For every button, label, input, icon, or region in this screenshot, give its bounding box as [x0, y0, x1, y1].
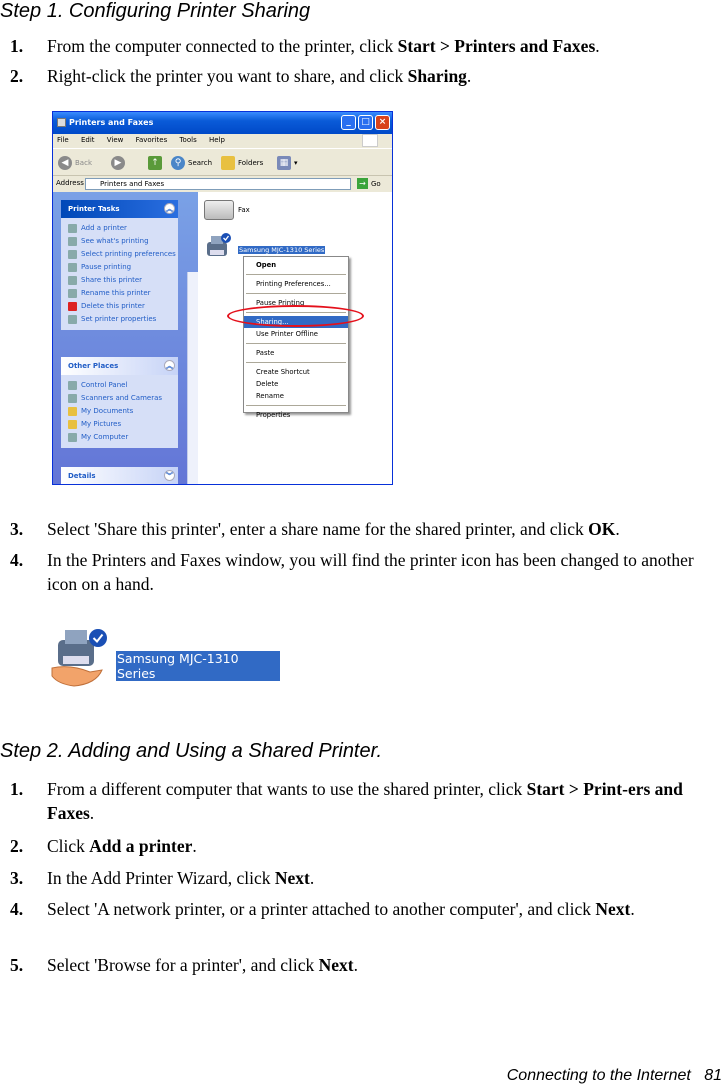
- menu-paste[interactable]: Paste: [256, 349, 275, 357]
- windows-logo-icon: [362, 134, 378, 147]
- step-bold: Printers and Faxes: [454, 36, 596, 56]
- task-pane-scrollbar[interactable]: [187, 272, 198, 485]
- section1-heading: Step 1. Configuring Printer Sharing: [0, 0, 311, 22]
- printer-tasks-title: Printer Tasks: [68, 205, 120, 213]
- pause-icon: [68, 263, 77, 272]
- printer-label[interactable]: Samsung MJC-1310 Series: [239, 246, 325, 254]
- step-number: 2.: [10, 836, 24, 856]
- back-arrow-icon: ◀: [58, 156, 72, 170]
- printer-tasks-panel: [61, 200, 178, 330]
- scanner-icon: [68, 394, 77, 403]
- step-text-end: .: [466, 66, 472, 86]
- minimize-icon[interactable]: _: [341, 115, 356, 130]
- step-text: Select 'Browse for a printer', and click: [47, 955, 319, 975]
- go-arrow-icon: →: [357, 178, 368, 189]
- properties-icon: [68, 315, 77, 324]
- step-number: 2.: [10, 66, 24, 86]
- menu-create-shortcut[interactable]: Create Shortcut: [256, 368, 310, 376]
- delete-icon: [68, 302, 77, 311]
- task-pane: [53, 192, 198, 485]
- task-printer-properties[interactable]: Set printer properties: [61, 313, 178, 326]
- other-places-panel: [61, 357, 178, 448]
- details-title: Details: [68, 472, 96, 480]
- go-button[interactable]: [357, 178, 381, 189]
- menu-favorites[interactable]: Favorites: [135, 136, 168, 144]
- step-bold: OK: [588, 519, 616, 539]
- shared-printer-icon: [50, 624, 112, 690]
- share-icon: [68, 276, 77, 285]
- computer-icon: [68, 433, 77, 442]
- step-bold: Start: [397, 36, 436, 56]
- step-bold: Print-ers and Faxes: [47, 779, 683, 823]
- address-value: Printers and Faxes: [100, 180, 165, 188]
- shared-printer-illustration: [50, 624, 280, 690]
- documents-folder-icon: [68, 407, 77, 416]
- task-pause-printing[interactable]: Pause printing: [61, 261, 178, 274]
- printer-folder-icon: [57, 118, 66, 127]
- step2-4: [10, 897, 724, 921]
- task-rename-printer[interactable]: Rename this printer: [61, 287, 178, 300]
- step-number: 4.: [10, 899, 24, 919]
- step-text-end: .: [89, 803, 95, 823]
- menu-properties[interactable]: Properties: [256, 411, 291, 419]
- section2-heading: Step 2. Adding and Using a Shared Printer.: [0, 740, 383, 762]
- step2-3: [10, 866, 724, 890]
- step1-2: [10, 64, 724, 88]
- views-button[interactable]: ▦ ▾: [277, 156, 298, 170]
- window-titlebar: [53, 112, 392, 134]
- task-delete-printer[interactable]: Delete this printer: [61, 300, 178, 313]
- fax-icon: [204, 200, 234, 220]
- menu-rename[interactable]: Rename: [256, 392, 284, 400]
- forward-button[interactable]: [111, 156, 128, 170]
- back-label: Back: [75, 159, 92, 167]
- fax-label: Fax: [238, 206, 250, 214]
- step-bold: Add a printer: [89, 836, 193, 856]
- control-panel-icon: [68, 381, 77, 390]
- add-printer-icon: [68, 224, 77, 233]
- other-places-title: Other Places: [68, 362, 119, 370]
- step-bold: Next: [318, 955, 354, 975]
- pictures-folder-icon: [68, 420, 77, 429]
- menu-pause-printing[interactable]: Pause Printing: [256, 299, 305, 307]
- step-text-end: .: [192, 836, 197, 856]
- search-label: Search: [188, 159, 213, 167]
- step-text: From a different computer that wants to use the shared printer, click: [47, 779, 527, 799]
- menu-separator: [246, 405, 346, 406]
- step-text: From the computer connected to the printer, click: [47, 36, 398, 56]
- address-bar: [53, 175, 392, 192]
- printers-content-area: [198, 192, 393, 485]
- close-icon[interactable]: ×: [375, 115, 390, 130]
- page-number: 81: [704, 1067, 722, 1084]
- details-panel: [61, 467, 178, 485]
- rename-icon: [68, 289, 77, 298]
- other-places-header[interactable]: [61, 357, 178, 375]
- collapse-chevron-icon[interactable]: ︽: [166, 362, 173, 370]
- step-sep: >: [435, 36, 455, 56]
- menu-delete[interactable]: Delete: [256, 380, 279, 388]
- step1-1: [10, 34, 724, 58]
- menu-separator: [246, 362, 346, 363]
- search-icon: ⚲: [171, 156, 185, 170]
- up-folder-icon: ↑: [148, 156, 162, 170]
- fax-item[interactable]: [204, 200, 250, 220]
- step-number: 1.: [10, 779, 24, 799]
- folders-icon: [221, 156, 235, 170]
- footer-text: Connecting to the Internet: [506, 1067, 691, 1084]
- place-my-computer[interactable]: My Computer: [61, 431, 178, 444]
- preferences-icon: [68, 250, 77, 259]
- step-text-end: .: [595, 36, 600, 56]
- folders-label: Folders: [238, 159, 264, 167]
- page-footer: [507, 1067, 722, 1085]
- place-my-documents[interactable]: My Documents: [61, 405, 178, 418]
- step-number: 3.: [10, 519, 24, 539]
- step-text: In the Add Printer Wizard, click: [47, 868, 275, 888]
- step-bold: Start: [526, 779, 565, 799]
- maximize-icon[interactable]: □: [358, 115, 373, 130]
- step-text: Right-click the printer you want to share, and click: [47, 66, 408, 86]
- menu-view[interactable]: View: [106, 136, 124, 144]
- step-bold: Next: [595, 899, 631, 919]
- step-text-end: .: [309, 868, 315, 888]
- step-text: In the Printers and Faxes window, you will find the printer icon has been changed to another icon on a hand.: [47, 550, 694, 594]
- menu-use-offline[interactable]: Use Printer Offline: [256, 330, 318, 338]
- step-text: Select 'Share this printer', enter a share name for the shared printer, and click: [47, 519, 589, 539]
- printers-faxes-window: [52, 111, 393, 485]
- step2-5: [10, 953, 724, 977]
- menu-separator: [246, 293, 346, 294]
- step2-1: [10, 777, 724, 825]
- menu-separator: [246, 274, 346, 275]
- menu-file[interactable]: File: [57, 136, 69, 144]
- task-add-printer[interactable]: Add a printer: [61, 222, 178, 235]
- details-header[interactable]: [61, 467, 178, 485]
- step-text: Click: [47, 836, 90, 856]
- menu-tools[interactable]: Tools: [179, 136, 197, 144]
- step-text-end: .: [353, 955, 358, 975]
- forward-arrow-icon: ▶: [111, 156, 125, 170]
- step-number: 4.: [10, 550, 24, 570]
- menu-help[interactable]: Help: [208, 136, 225, 144]
- menu-open[interactable]: Open: [256, 261, 277, 269]
- task-share-printer[interactable]: Share this printer: [61, 274, 178, 287]
- go-label: Go: [371, 179, 381, 188]
- task-see-printing[interactable]: See what's printing: [61, 235, 178, 248]
- step-text-end: .: [630, 899, 635, 919]
- step1-3: [10, 517, 724, 541]
- menu-printing-preferences[interactable]: Printing Preferences...: [256, 280, 331, 288]
- place-my-pictures[interactable]: My Pictures: [61, 418, 178, 431]
- menu-bar: [53, 134, 392, 148]
- highlight-ellipse: [227, 305, 364, 327]
- step-text: Select 'A network printer, or a printer attached to another computer', and click: [47, 899, 596, 919]
- menu-separator: [246, 343, 346, 344]
- address-label: Address: [56, 179, 84, 187]
- toolbar: [53, 148, 392, 175]
- search-button[interactable]: [171, 156, 212, 170]
- step1-4: [10, 548, 724, 596]
- step-text-end: .: [615, 519, 620, 539]
- place-scanners[interactable]: Scanners and Cameras: [61, 392, 178, 405]
- step-number: 5.: [10, 955, 24, 975]
- task-select-preferences[interactable]: Select printing preferences: [61, 248, 178, 261]
- folders-button[interactable]: [221, 156, 263, 170]
- step-sep: >: [564, 779, 584, 799]
- views-icon: ▦: [277, 156, 291, 170]
- shared-printer-label: Samsung MJC-1310 Series: [116, 651, 280, 681]
- collapse-chevron-icon[interactable]: ︽: [166, 205, 173, 213]
- queue-icon: [68, 237, 77, 246]
- menu-edit[interactable]: Edit: [80, 136, 95, 144]
- step-number: 1.: [10, 36, 24, 56]
- printer-icon[interactable]: [204, 232, 232, 262]
- expand-chevron-icon[interactable]: ︾: [166, 472, 173, 480]
- step-bold: Sharing: [407, 66, 467, 86]
- printer-tasks-header[interactable]: [61, 200, 178, 218]
- address-input[interactable]: [85, 178, 351, 190]
- menu-sharing[interactable]: Sharing...: [244, 316, 348, 328]
- step-number: 3.: [10, 868, 24, 888]
- window-title: Printers and Faxes: [69, 118, 154, 127]
- back-button[interactable]: [58, 156, 92, 170]
- step-bold: Next: [274, 868, 310, 888]
- step2-2: [10, 834, 724, 858]
- up-folder-button[interactable]: [148, 156, 165, 170]
- context-menu: [243, 256, 349, 419]
- place-control-panel[interactable]: Control Panel: [61, 379, 178, 392]
